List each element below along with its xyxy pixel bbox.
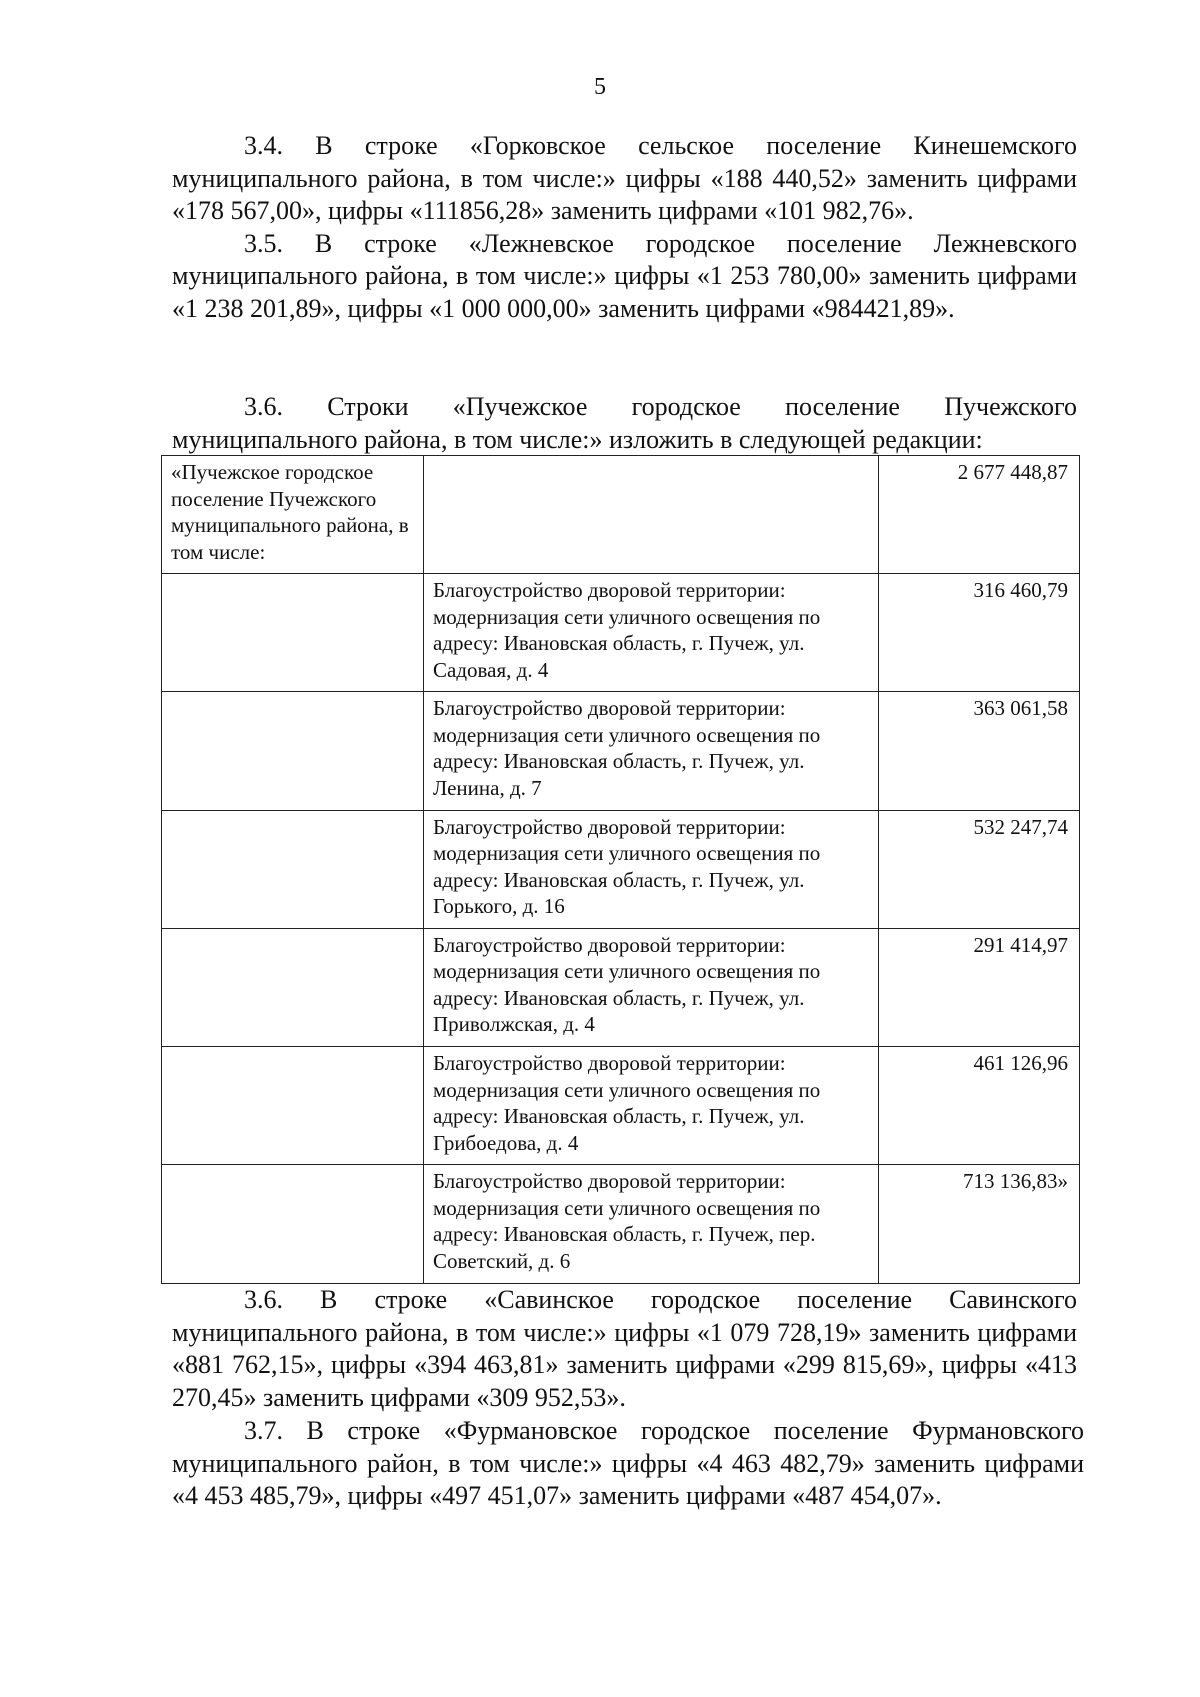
description-cell: Благоустройство дворовой территории: модернизация сети уличного освещения по адресу: Ивановская область, г. Пучеж, ул. Ленина, д. 7	[424, 692, 879, 810]
page-number: 5	[594, 74, 606, 100]
description-cell: Благоустройство дворовой территории: модернизация сети уличного освещения по адресу: Ивановская область, г. Пучеж, ул. Грибоедова, д. 4	[424, 1047, 879, 1165]
table-row	[162, 692, 1080, 810]
empty-name-cell	[162, 574, 424, 692]
description-cell: Благоустройство дворовой территории: модернизация сети уличного освещения по адресу: Ивановская область, г. Пучеж, ул. Садовая, д. 4	[424, 574, 879, 692]
table-row	[162, 810, 1080, 928]
amount-cell: 2 677 448,87	[879, 456, 1080, 574]
amendment-table	[161, 455, 1080, 1284]
amendment-block-3-7	[172, 1415, 1084, 1513]
amount-cell: 363 061,58	[879, 692, 1080, 810]
amendment-block-3-6-savino	[172, 1284, 1077, 1414]
amount-cell: 713 136,83»	[879, 1165, 1080, 1283]
paragraph-3-6-savino: 3.6. В строке «Савинское городское поселение Савинского муниципального района, в том числе:» цифры «1 079 728,19» заменить цифрами «881 762,15», цифры «394 463,81» заменить цифрами «299 815,69», цифры «413 270,45» заменить цифрами «309 952,53».	[172, 1285, 1077, 1412]
empty-name-cell	[162, 1047, 424, 1165]
table-row	[162, 928, 1080, 1046]
paragraph-3-7: 3.7. В строке «Фурмановское городское поселение Фурмановского муниципального район, в том числе:» цифры «4 463 482,79» заменить цифрами «4 453 485,79», цифры «497 451,07» заменить цифрами «487 454,07».	[172, 1416, 1084, 1510]
description-cell: Благоустройство дворовой территории: модернизация сети уличного освещения по адресу: Ивановская область, г. Пучеж, ул. Приволжская, д. 4	[424, 928, 879, 1046]
table-row	[162, 1165, 1080, 1283]
settlement-name-cell: «Пучежское городское поселение Пучежского муниципального района, в том числе:	[162, 456, 424, 574]
amendment-block-3-4-3-5	[172, 130, 1077, 325]
table-row-header	[162, 456, 1080, 574]
description-cell: Благоустройство дворовой территории: модернизация сети уличного освещения по адресу: Ивановская область, г. Пучеж, пер. Советский, д. 6	[424, 1165, 879, 1283]
paragraph-3-6-intro: 3.6. Строки «Пучежское городское поселение Пучежского муниципального района, в том числе:» изложить в следующей редакции:	[172, 392, 1077, 454]
table-row	[162, 1047, 1080, 1165]
description-cell: Благоустройство дворовой территории: модернизация сети уличного освещения по адресу: Ивановская область, г. Пучеж, ул. Горького, д. 16	[424, 810, 879, 928]
paragraph-3-5: 3.5. В строке «Лежневское городское поселение Лежневского муниципального района, в том числе:» цифры «1 253 780,00» заменить цифрами «1 238 201,89», цифры «1 000 000,00» заменить цифрами «984421,89».	[172, 228, 1077, 323]
amount-cell: 461 126,96	[879, 1047, 1080, 1165]
table-row	[162, 574, 1080, 692]
paragraph-3-4: 3.4. В строке «Горковское сельское поселение Кинешемского муниципального района, в том числе:» цифры «188 440,52» заменить цифрами «178 567,00», цифры «111856,28» заменить цифрами «101 982,76».	[172, 131, 1077, 225]
amount-cell: 532 247,74	[879, 810, 1080, 928]
description-cell	[424, 456, 879, 574]
amount-cell: 291 414,97	[879, 928, 1080, 1046]
empty-name-cell	[162, 928, 424, 1046]
amount-cell: 316 460,79	[879, 574, 1080, 692]
amendment-block-3-6-intro	[172, 391, 1077, 456]
empty-name-cell	[162, 1165, 424, 1283]
empty-name-cell	[162, 810, 424, 928]
empty-name-cell	[162, 692, 424, 810]
